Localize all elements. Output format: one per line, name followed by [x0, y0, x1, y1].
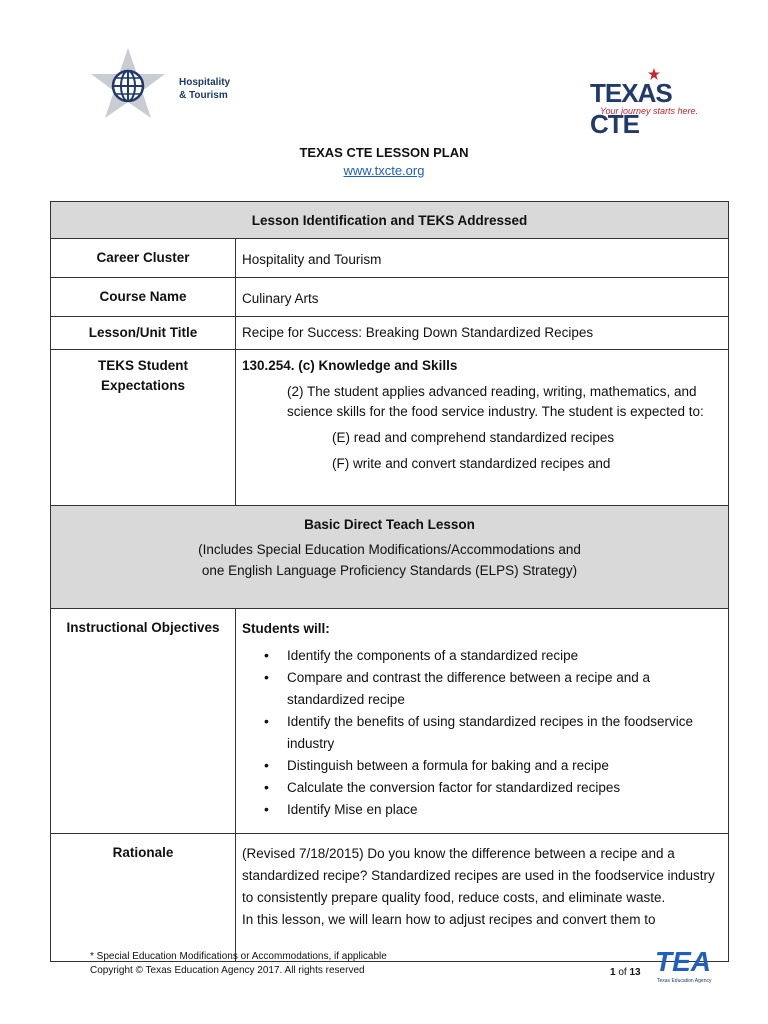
lesson-title-label: Lesson/Unit Title [51, 317, 236, 350]
teks-label [51, 350, 236, 506]
hospitality-tourism-logo [90, 46, 240, 126]
course-name-value: Culinary Arts [236, 278, 729, 317]
objective-item: • Distinguish between a formula for baking and a recipe [287, 755, 722, 777]
teks-row [51, 350, 729, 506]
objective-item: • Identify the benefits of using standardized recipes in the foodservice industry [287, 711, 722, 755]
texas-cte-wordmark: TEXAS CTE [590, 78, 672, 139]
objective-item: • Compare and contrast the difference between a recipe and a standardized recipe [287, 667, 722, 711]
course-name-label: Course Name [51, 278, 236, 317]
logo-label-line1: Hospitality [179, 77, 231, 88]
objective-item: • Calculate the conversion factor for standardized recipes [287, 777, 722, 799]
tea-logo [655, 946, 725, 986]
page-title: TEXAS CTE LESSON PLAN [299, 145, 469, 160]
career-cluster-value: Hospitality and Tourism [236, 239, 729, 278]
footnote: * Special Education Modifications or Accommodations, if applicable [90, 951, 387, 962]
career-cluster-label: Career Cluster [51, 239, 236, 278]
rationale-label: Rationale [51, 834, 236, 962]
direct-teach-title: Basic Direct Teach Lesson [304, 517, 475, 532]
page-total: 13 [629, 967, 641, 978]
objective-item: • Identify the components of a standardized recipe [287, 645, 722, 667]
logo-label-line2: & Tourism [179, 90, 228, 101]
tea-subtitle: Texas Education Agency [657, 978, 712, 984]
rationale-content [236, 834, 729, 962]
direct-teach-line1: (Includes Special Education Modifications/Accommodations and [198, 542, 581, 557]
teks-label-line2: Expectations [100, 378, 186, 393]
direct-teach-row [51, 506, 729, 609]
page-of: of [618, 967, 627, 978]
teks-item-e: (E) read and comprehend standardized recipes [332, 430, 615, 445]
objectives-row [51, 609, 729, 834]
hospitality-tourism-label [179, 76, 230, 102]
objective-item: • Identify Mise en place [287, 799, 722, 821]
rationale-row [51, 834, 729, 962]
course-name-row [51, 278, 729, 317]
objectives-heading: Students will: [242, 621, 330, 636]
teks-content [236, 350, 729, 506]
texas-cte-tagline: Your journey starts here. [600, 106, 699, 116]
objectives-label: Instructional Objectives [51, 609, 236, 834]
texas-cte-logo [590, 68, 720, 139]
rationale-paragraph-2: In this lesson, we will learn how to adjust recipes and convert them to [242, 912, 656, 927]
page-number [610, 967, 641, 978]
section-header-row [51, 202, 729, 239]
career-cluster-row [51, 239, 729, 278]
copyright: Copyright © Texas Education Agency 2017. All rights reserved [90, 965, 365, 976]
objectives-list [242, 645, 722, 821]
website-link[interactable]: www.txcte.org [343, 163, 425, 178]
teks-paragraph: (2) The student applies advanced reading, writing, mathematics, and science skills for the food service industry. The student is expected to: [287, 384, 704, 419]
footer-note [90, 950, 387, 978]
star-icon [648, 68, 660, 80]
direct-teach-cell [51, 506, 729, 609]
section-header: Lesson Identification and TEKS Addressed [51, 202, 729, 239]
tea-wordmark: TEA [655, 946, 711, 977]
direct-teach-line2: one English Language Proficiency Standards (ELPS) Strategy) [201, 563, 578, 578]
objectives-content [236, 609, 729, 834]
teks-item-f: (F) write and convert standardized recipes and [332, 456, 611, 471]
page-current: 1 [610, 967, 616, 978]
rationale-text [242, 843, 722, 961]
teks-heading: 130.254. (c) Knowledge and Skills [242, 358, 458, 373]
rationale-paragraph-1: (Revised 7/18/2015) Do you know the difference between a recipe and a standardized recipe? Standardized recipes are used in the foodservice industry to consistently prepare quality food, reduce costs, and eliminate waste. [242, 846, 715, 905]
lesson-title-value: Recipe for Success: Breaking Down Standardized Recipes [236, 317, 729, 350]
star-globe-icon [90, 46, 170, 126]
teks-label-line1: TEKS Student [98, 358, 188, 373]
lesson-title-row [51, 317, 729, 350]
lesson-plan-table [50, 201, 729, 962]
